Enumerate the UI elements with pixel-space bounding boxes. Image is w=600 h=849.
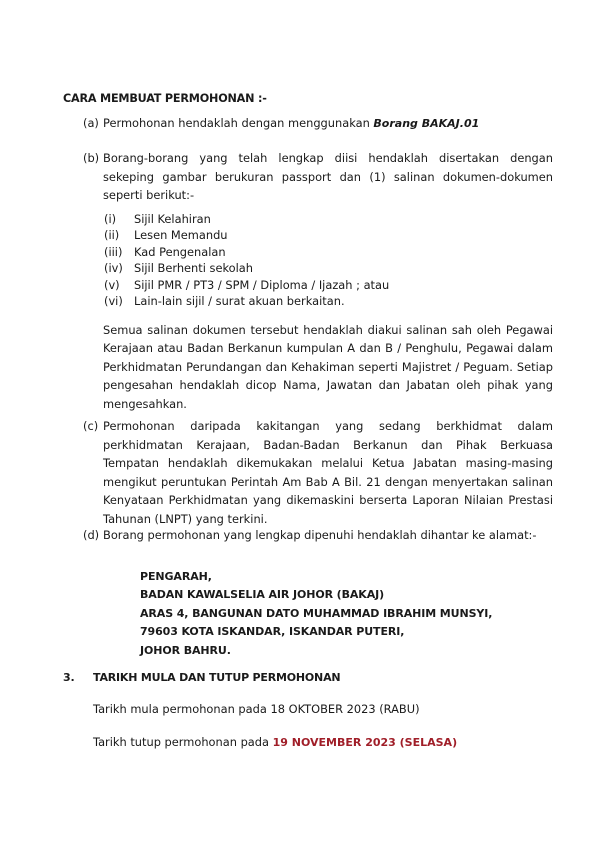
- sublist-number: (i): [104, 212, 117, 226]
- list-item-a: [83, 114, 553, 134]
- closing-date-line: [93, 735, 457, 749]
- sublist-text: Lesen Memandu: [134, 228, 228, 243]
- item-b-text: Borang-borang yang telah lengkap diisi hendaklah disertakan dengan sekeping gambar berukuran passport dan (1) salinan dokumen-dokumen seperti berikut:-: [103, 151, 553, 202]
- list-item-b: [83, 149, 553, 205]
- item-d-text: Borang permohonan yang lengkap dipenuhi hendaklah dihantar ke alamat:-: [103, 528, 537, 542]
- item-text: [103, 114, 553, 134]
- list-item-c: [83, 417, 553, 528]
- form-name: Borang BAKAJ.01: [373, 117, 480, 130]
- sublist-text: Sijil PMR / PT3 / SPM / Diploma / Ijazah ; atau: [134, 277, 390, 292]
- address-line: BADAN KAWALSELIA AIR JOHOR (BAKAJ): [140, 588, 385, 602]
- item-marker: (d): [83, 528, 100, 542]
- sublist-number: (iii): [104, 244, 123, 259]
- section-heading: CARA MEMBUAT PERMOHONAN :-: [63, 92, 267, 105]
- address-line: 79603 KOTA ISKANDAR, ISKANDAR PUTERI,: [140, 625, 405, 639]
- sublist-text: Lain-lain sijil / surat akuan berkaitan.: [134, 293, 345, 308]
- sublist-text: Sijil Kelahiran: [134, 212, 211, 226]
- item-marker: (b): [83, 151, 100, 165]
- closing-date: 19 NOVEMBER 2023 (SELASA): [272, 736, 458, 749]
- sublist-text: Kad Pengenalan: [134, 244, 226, 259]
- sublist-number: (vi): [104, 293, 123, 308]
- address-line: PENGARAH,: [140, 570, 212, 583]
- section-title: TARIKH MULA DAN TUTUP PERMOHONAN: [93, 671, 341, 684]
- closing-date-label: Tarikh tutup permohonan pada: [93, 735, 273, 749]
- item-marker: (c): [83, 419, 99, 433]
- opening-date-line: [93, 702, 420, 716]
- item-c-text: Permohonan daripada kakitangan yang sedang berkhidmat dalam perkhidmatan Kerajaan, Badan-Badan Berkanun dan Pihak Berkuasa Tempatan hendaklah dikemukakan melalui Ketua Jabatan masing-masing mengikut peruntukan Perintah Am Bab A Bil. 21 dengan menyertakan salinan Kenyataan Perkhidmatan yang dikemaskini berserta Laporan Nilaian Prestasi Tahunan (LNPT) yang terkini.: [103, 419, 553, 526]
- sublist-text: Sijil Berhenti sekolah: [134, 261, 253, 276]
- sublist-number: (iv): [104, 261, 123, 276]
- certification-note: Semua salinan dokumen tersebut hendaklah diakui salinan sah oleh Pegawai Kerajaan atau Badan Berkanun kumpulan A dan B / Penghulu, Pegawai dalam Perkhidmatan Perundangan dan Kehakiman seperti Majistret / Peguam. Setiap pengesahan hendaklah dicop Nama, Jawatan dan Jabatan oleh pihak yang mengesahkan.: [103, 323, 553, 411]
- sublist-number: (ii): [104, 228, 120, 243]
- opening-date-label: Tarikh mula permohonan pada: [93, 702, 271, 716]
- opening-date: 18 OKTOBER 2023 (RABU): [270, 702, 420, 716]
- item-marker: (a): [83, 116, 99, 130]
- item-a-text: Permohonan hendaklah dengan menggunakan: [103, 116, 374, 130]
- mailing-address: [140, 568, 492, 660]
- address-line: ARAS 4, BANGUNAN DATO MUHAMMAD IBRAHIM MUNSYI,: [140, 606, 493, 620]
- address-line: JOHOR BAHRU.: [140, 643, 231, 657]
- list-item-d: [83, 526, 553, 545]
- section-number: 3.: [63, 671, 75, 684]
- sublist-number: (v): [104, 277, 120, 292]
